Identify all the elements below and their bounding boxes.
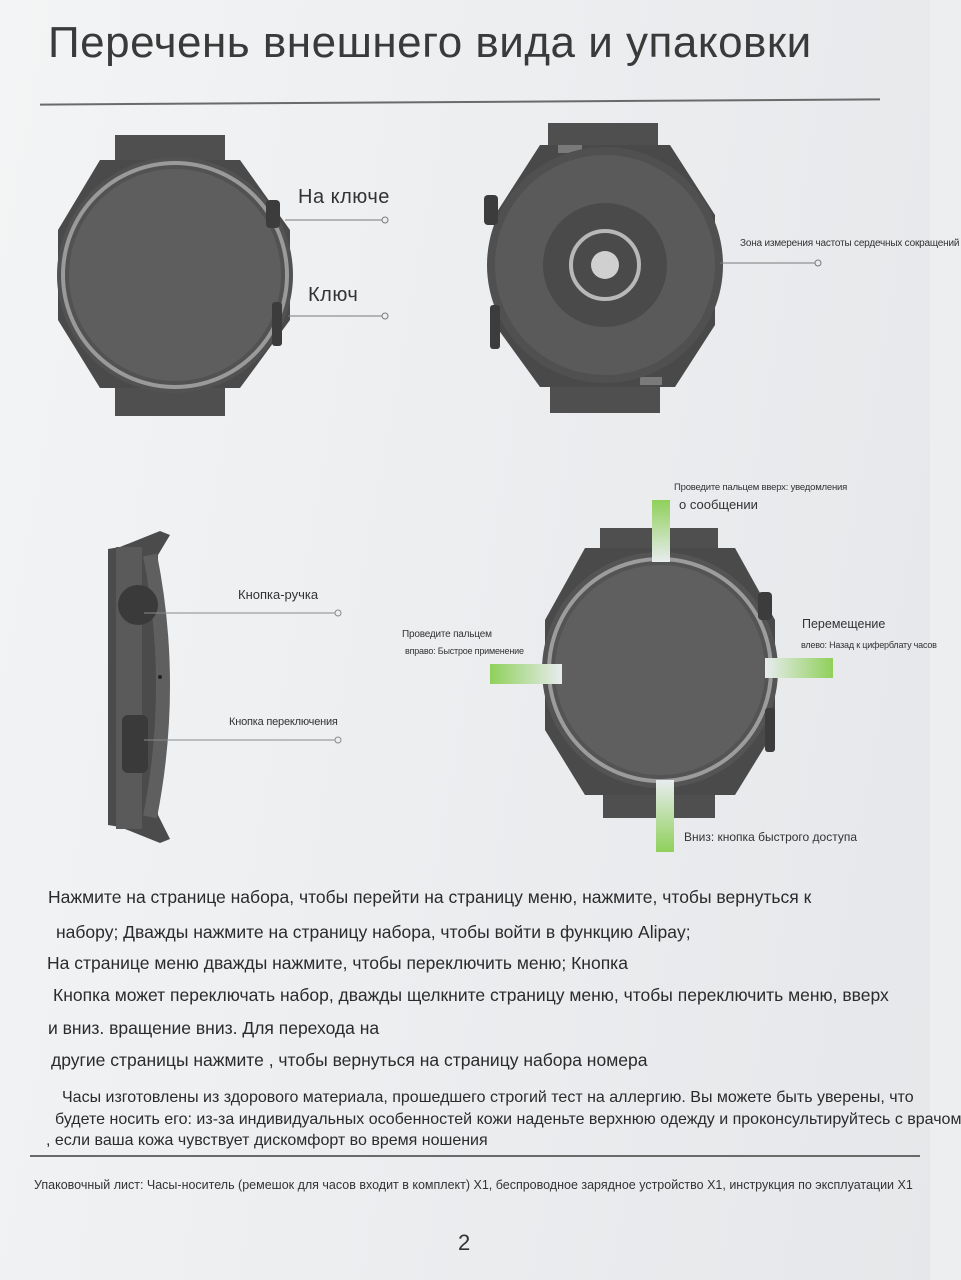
- note-line: будете носить его: из-за индивидуальных особенностей кожи наденьте верхнюю одежду и проконсультируйтесь с врачом: [55, 1111, 961, 1128]
- footer-divider: [30, 1155, 920, 1157]
- watch-gesture-figure: [485, 490, 795, 860]
- label-swipe-left-2: вправо: Быстрое применение: [405, 646, 524, 656]
- page-title: Перечень внешнего вида и упаковки: [48, 18, 812, 67]
- watch-front-figure: [40, 120, 410, 430]
- label-heart-rate-zone: Зона измерения частоты сердечных сокращений: [740, 238, 960, 249]
- note-line: Часы изготовлены из здорового материала, прошедшего строгий тест на аллергию. Вы можете быть уверены, что: [62, 1089, 914, 1106]
- packing-list: Упаковочный лист: Часы-носитель (ремешок для часов входит в комплект) X1, беспроводное зарядное устройство X1, инструкция по эксплуатации X1: [34, 1178, 913, 1192]
- label-swipe-down: Вниз: кнопка быстрого доступа: [684, 830, 858, 844]
- label-swipe-right-1: Перемещение: [802, 617, 886, 631]
- label-key-button: Ключ: [308, 284, 359, 306]
- note-line: , если ваша кожа чувствует дискомфорт во время ношения: [46, 1132, 488, 1149]
- label-crown-button: Кнопка-ручка: [238, 587, 319, 602]
- label-swipe-left-1: Проведите пальцем: [402, 629, 492, 640]
- label-switch-button: Кнопка переключения: [229, 716, 338, 728]
- instruction-line: набору; Дважды нажмите на страницу набора, чтобы войти в функцию Alipay;: [56, 922, 691, 942]
- label-swipe-up-1: Проведите пальцем вверх: уведомления: [674, 482, 848, 493]
- label-power-button: На ключе: [298, 186, 390, 208]
- label-swipe-up-2: о сообщении: [679, 497, 758, 512]
- instruction-line: другие страницы нажмите , чтобы вернуться на страницу набора номера: [51, 1050, 648, 1070]
- instruction-line: Нажмите на странице набора, чтобы перейти на страницу меню, нажмите, чтобы вернуться к: [48, 887, 812, 907]
- label-swipe-right-2: влево: Назад к циферблату часов: [801, 640, 937, 650]
- instruction-line: Кнопка может переключать набор, дважды щелкните страницу меню, чтобы переключить меню, вверх: [53, 985, 889, 1005]
- instruction-line: На странице меню дважды нажмите, чтобы переключить меню; Кнопка: [47, 953, 628, 973]
- instruction-line: и вниз. вращение вниз. Для перехода на: [48, 1018, 380, 1038]
- watch-side-figure: [100, 525, 360, 850]
- watch-back-figure: [470, 115, 830, 425]
- page-number: 2: [458, 1230, 471, 1255]
